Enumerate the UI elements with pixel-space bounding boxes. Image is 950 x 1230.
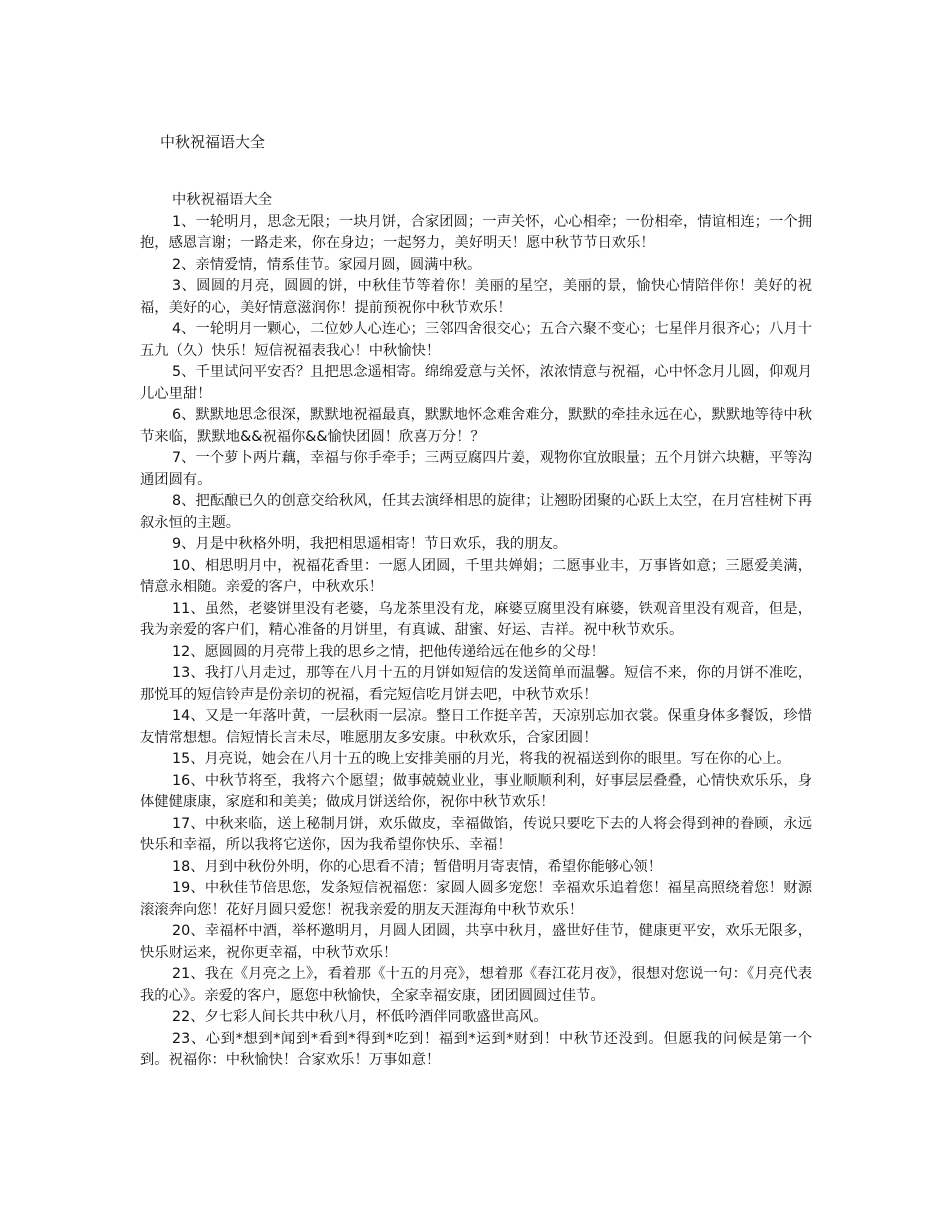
blessing-paragraph: 21、我在《月亮之上》，看着那《十五的月亮》，想着那《春江花月夜》，很想对您说一句：《月亮代表我的心》。亲爱的客户，愿您中秋愉快，全家幸福安康，团团圆圆过佳节。 xyxy=(140,966,812,1004)
blessing-paragraph: 14、又是一年落叶黄，一层秋雨一层凉。整日工作挺辛苦，天凉别忘加衣裳。保重身体多餐饭，珍惜友情常想想。信短情长言未尽，唯愿朋友多安康。中秋欢乐，合家团圆！ xyxy=(140,708,812,746)
blessing-paragraph: 1、一轮明月，思念无限；一块月饼，合家团圆；一声关怀，心心相牵；一份相牵，情谊相连；一个拥抱，感恩言谢；一路走来，你在身边；一起努力，美好明天！愿中秋节节日欢乐！ xyxy=(140,213,812,251)
blessing-paragraph: 10、相思明月中，祝福花香里：一愿人团圆，千里共婵娟；二愿事业丰，万事皆如意；三愿爱美满，情意永相随。亲爱的客户，中秋欢乐！ xyxy=(140,557,812,595)
blessing-paragraph: 15、月亮说，她会在八月十五的晚上安排美丽的月光，将我的祝福送到你的眼里。写在你的心上。 xyxy=(172,751,791,767)
blessing-paragraph: 20、幸福杯中酒，举杯邀明月，月圆人团圆，共享中秋月，盛世好佳节，健康更平安，欢乐无限多，快乐财运来，祝你更幸福，中秋节欢乐！ xyxy=(140,923,812,961)
blessing-paragraph: 22、夕七彩人间长共中秋八月，杯低吟酒伴同歌盛世高风。 xyxy=(172,1009,548,1025)
blessing-paragraph: 9、月是中秋格外明，我把相思遥相寄！节日欢乐，我的朋友。 xyxy=(172,536,568,552)
document-subtitle: 中秋祝福语大全 xyxy=(172,192,273,208)
blessing-paragraph: 3、圆圆的月亮，圆圆的饼，中秋佳节等着你！美丽的星空，美丽的景，愉快心情陪伴你！美好的祝福，美好的心，美好情意滋润你！提前预祝你中秋节欢乐！ xyxy=(140,278,812,316)
blessing-paragraph: 16、中秋节将至，我将六个愿望；做事兢兢业业，事业顺顺利利，好事层层叠叠，心情快欢乐乐，身体健健康康，家庭和和美美；做成月饼送给你，祝你中秋节欢乐！ xyxy=(140,772,812,810)
blessing-paragraph: 18、月到中秋份外明，你的心思看不清；暂借明月寄衷情，希望你能够心领！ xyxy=(172,858,662,875)
blessing-paragraph: 11、虽然，老婆饼里没有老婆，乌龙茶里没有龙，麻婆豆腐里没有麻婆，铁观音里没有观音，但是，我为亲爱的客户们，精心准备的月饼里，有真诚、甜蜜、好运、吉祥。祝中秋节欢乐。 xyxy=(140,600,812,638)
blessing-paragraph: 7、一个萝卜两片藕，幸福与你手牵手；三两豆腐四片姜，观物你宜放眼量；五个月饼六块糖，平等沟通团圆有。 xyxy=(140,450,812,488)
document-title: 中秋祝福语大全 xyxy=(160,133,266,151)
blessing-paragraph: 12、愿圆圆的月亮带上我的思乡之情，把他传递给远在他乡的父母！ xyxy=(172,643,605,660)
blessing-paragraph: 2、亲情爱情，情系佳节。家园月圆，圆满中秋。 xyxy=(172,256,482,273)
blessing-paragraph: 8、把酝酿已久的创意交给秋风，任其去演绎相思的旋律；让翘盼团聚的心跃上太空，在月宫桂树下再叙永恒的主题。 xyxy=(140,493,812,531)
blessing-paragraph: 17、中秋来临，送上秘制月饼，欢乐做皮，幸福做馅，传说只要吃下去的人将会得到神的眷顾，永远快乐和幸福，所以我将它送你，因为我希望你快乐、幸福！ xyxy=(140,815,812,853)
blessing-paragraph: 13、我打八月走过，那等在八月十五的月饼如短信的发送简单而温馨。短信不来，你的月饼不准吃，那悦耳的短信铃声是份亲切的祝福，看完短信吃月饼去吧，中秋节欢乐！ xyxy=(140,665,812,703)
blessing-paragraph: 23、心到*想到*闻到*看到*得到*吃到！福到*运到*财到！中秋节还没到。但愿我的问候是第一个到。祝福你：中秋愉快！合家欢乐！万事如意！ xyxy=(140,1030,812,1068)
blessing-paragraph: 6、默默地思念很深，默默地祝福最真，默默地怀念难舍难分，默默的牵挂永远在心，默默地等待中秋节来临，默默地&&祝福你&&愉快团圆！欣喜万分！？ xyxy=(140,407,812,445)
blessing-paragraph: 19、中秋佳节倍思您，发条短信祝福您：家圆人圆多宠您！幸福欢乐追着您！福星高照绕着您！财源滚滚奔向您！花好月圆只爱您！祝我亲爱的朋友天涯海角中秋节欢乐！ xyxy=(140,880,812,918)
blessing-paragraph: 4、一轮明月一颗心，二位妙人心连心；三邻四舍很交心；五合六聚不变心；七星伴月很齐心；八月十五九（久）快乐！短信祝福表我心！中秋愉快！ xyxy=(140,321,812,359)
document-body xyxy=(140,190,812,1072)
blessing-paragraph: 5、千里试问平安否？且把思念遥相寄。绵绵爱意与关怀，浓浓情意与祝福，心中怀念月儿圆，仰观月儿心里甜！ xyxy=(140,364,812,402)
